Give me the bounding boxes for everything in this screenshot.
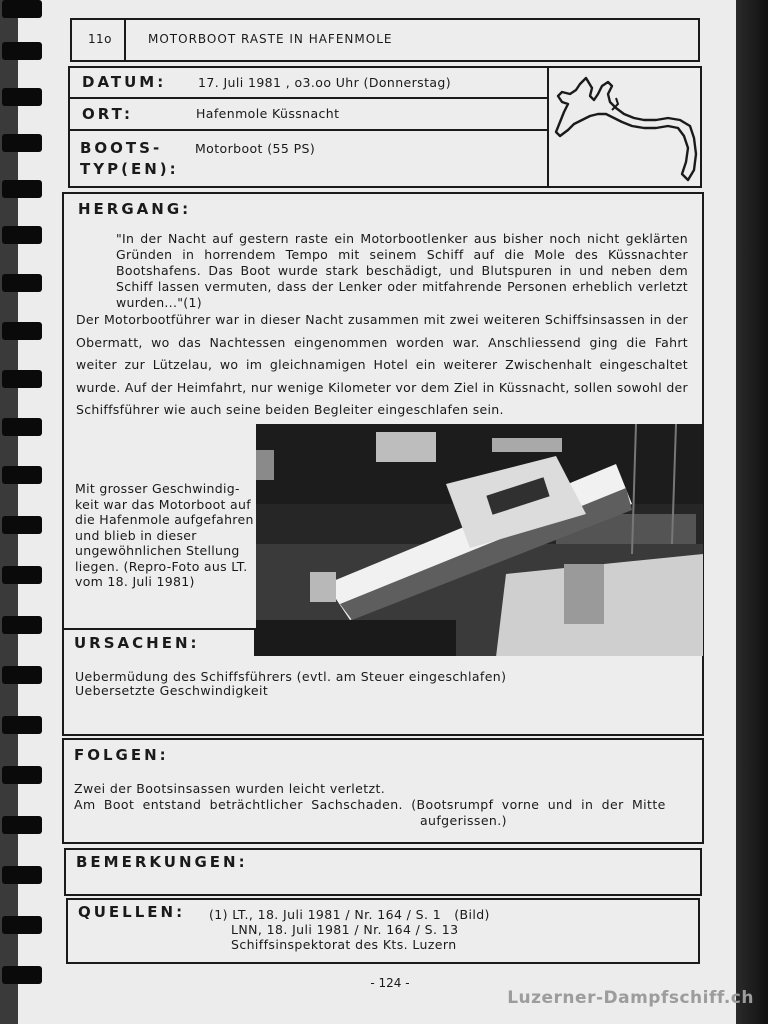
boat-on-pier-photo (256, 424, 703, 657)
watermark: Luzerner-Dampfschiff.ch (507, 988, 754, 1008)
folgen-line-1: Zwei der Bootsinsassen wurden leicht verletzt. (74, 781, 386, 796)
bootstyp-label-1: BOOTS- (80, 139, 163, 157)
background-shadow (736, 0, 768, 1024)
folgen-line-3: aufgerissen.) (420, 813, 507, 828)
lake-map-icon (552, 70, 698, 186)
page-title: MOTORBOOT RASTE IN HAFENMOLE (148, 32, 393, 46)
quellen-line-3: Schiffsinspektorat des Kts. Luzern (231, 937, 457, 952)
bemerkungen-label: BEMERKUNGEN: (76, 853, 248, 871)
quellen-label: QUELLEN: (78, 903, 186, 921)
ursachen-line-2: Uebersetzte Geschwindigkeit (75, 683, 269, 698)
bootstyp-label-2: TYP(EN): (80, 160, 179, 178)
folgen-line-2: Am Boot entstand beträchtlicher Sachschaden. (Bootsrumpf vorne und in der Mitte (74, 797, 666, 812)
bootstyp-value: Motorboot (55 PS) (195, 141, 316, 156)
datum-value: 17. Juli 1981 , o3.oo Uhr (Donnerstag) (198, 75, 452, 90)
hergang-quote: "In der Nacht auf gestern raste ein Motorbootlenker aus bisher noch nicht geklärten Gründen in horrendem Tempo mit seinem Schiff auf die Mole des Küssnachter Bootshafens. Das Boot wurde stark beschädigt, und Blutspuren in und neben dem Schiff lassen vermuten, dass der Lenker oder mitfahrende Personen erheblich verletzt wurden..."(1) (116, 231, 688, 310)
page-number: - 124 - (370, 976, 410, 990)
entry-number: 11o (88, 32, 112, 46)
hergang-text: Der Motorbootführer war in dieser Nacht zusammen mit zwei weiteren Schiffsinsassen in der Obermatt, wo das Nachtessen eingenommen worden war. Anschliessend ging die Fahrt weiter zur Lützelau, wo im gleichnamigen Hotel ein weiterer Zwischenhalt eingeschaltet wurde. Auf der Heimfahrt, nur wenige Kilometer vor dem Ziel in Küssnacht, sollen sowohl der Schiffsführer wie auch seine beiden Begleiter eingeschlafen sein. (76, 312, 688, 417)
quellen-line-1: (1) LT., 18. Juli 1981 / Nr. 164 / S. 1 (Bild) (209, 907, 490, 922)
datum-label: DATUM: (82, 73, 167, 91)
quellen-line-2: LNN, 18. Juli 1981 / Nr. 164 / S. 13 (231, 922, 459, 937)
hergang-label: HERGANG: (78, 200, 192, 218)
ort-value: Hafenmole Küssnacht (196, 106, 340, 121)
ursachen-line-1: Uebermüdung des Schiffsführers (evtl. am Steuer eingeschlafen) (75, 669, 507, 684)
ursachen-label: URSACHEN: (74, 634, 200, 652)
ort-label: ORT: (82, 105, 134, 123)
photo-caption: Mit grosser Geschwindigkeit war das Motorboot auf die Hafenmole aufgefahren und blieb in dieser ungewöhnlichen Stellung liegen. (Repro-Foto aus LT. vom 18. Juli 1981) (75, 481, 254, 589)
folgen-label: FOLGEN: (74, 746, 169, 764)
